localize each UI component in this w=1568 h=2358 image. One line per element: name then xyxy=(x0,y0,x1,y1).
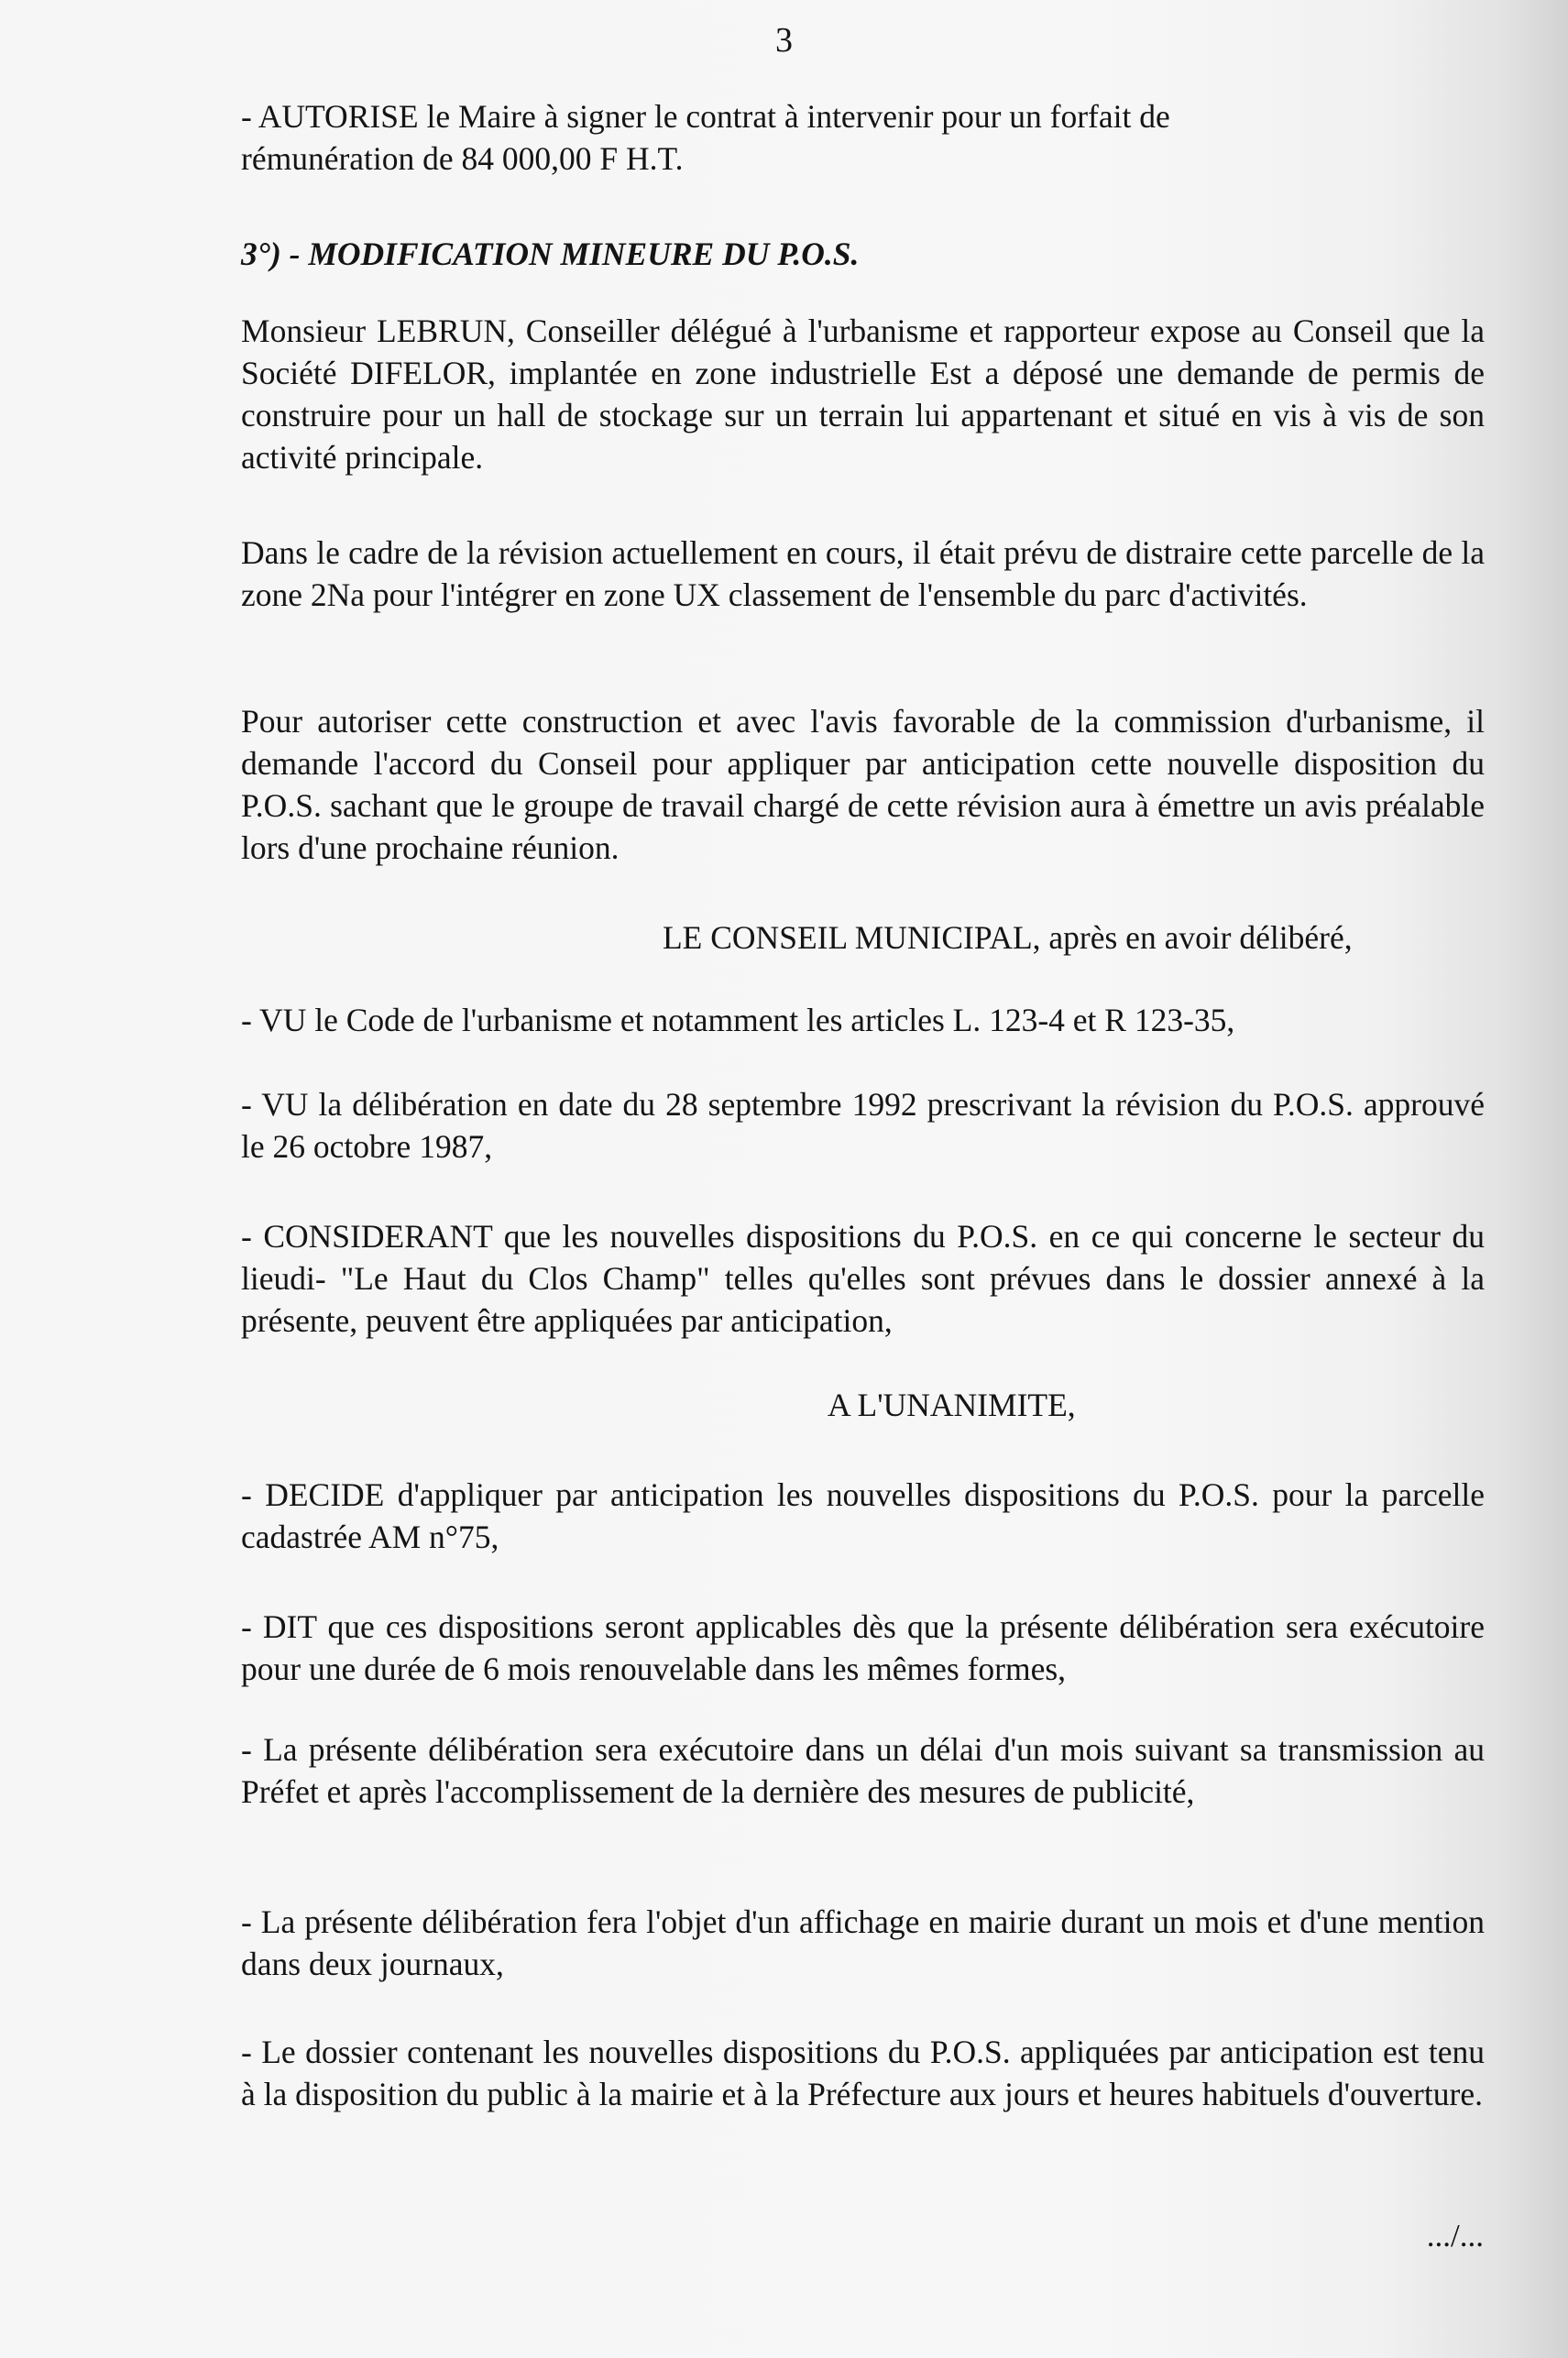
page-number: 3 xyxy=(775,21,793,60)
decision-text: - DECIDE d'appliquer par anticipation les nouvelles dispositions du P.O.S. pour la parcelle cadastrée AM n°75, xyxy=(241,1476,1485,1555)
paragraph-1 xyxy=(241,310,1485,478)
authorise-clause xyxy=(241,95,1295,180)
consideration-text: - VU le Code de l'urbanisme et notamment les articles L. 123-4 et R 123-35, xyxy=(241,1002,1235,1038)
decision-text: - La présente délibération fera l'objet d'un affichage en mairie durant un mois et d'une mention dans deux journaux, xyxy=(241,1903,1485,1982)
decision-3 xyxy=(241,1728,1485,1813)
section-heading: 3°) - MODIFICATION MINEURE DU P.O.S. xyxy=(241,236,860,272)
consideration-text: - CONSIDERANT que les nouvelles dispositions du P.O.S. en ce qui concerne le secteur du lieudi- "Le Haut du Clos Champ" telles qu'elles sont prévues dans le dossier annexé à la présente, peuvent être appliquées par anticipation, xyxy=(241,1218,1485,1339)
consideration-2 xyxy=(241,1083,1485,1168)
paragraph-2 xyxy=(241,532,1485,616)
decision-4 xyxy=(241,1901,1485,1985)
decision-text: - Le dossier contenant les nouvelles dispositions du P.O.S. appliquées par anticipation est tenu à la disposition du public à la mairie et à la Préfecture aux jours et heures habituels d'ouverture. xyxy=(241,2034,1485,2112)
decision-2 xyxy=(241,1606,1485,1690)
vote-result: A L'UNANIMITE, xyxy=(828,1387,1076,1423)
continuation-mark: .../... xyxy=(1426,2218,1484,2254)
decision-5 xyxy=(241,2031,1485,2115)
paragraph-text: Monsieur LEBRUN, Conseiller délégué à l'urbanisme et rapporteur expose au Conseil que la Société DIFELOR, implantée en zone industrielle Est a déposé une demande de permis de construire pour un hall de stockage sur un terrain lui appartenant et situé en vis à vis de son activité principale. xyxy=(241,313,1485,476)
paragraph-text: Pour autoriser cette construction et avec l'avis favorable de la commission d'urbanisme, il demande l'accord du Conseil pour appliquer par anticipation cette nouvelle disposition du P.O.S. sachant que le groupe de travail chargé de cette révision aura à émettre un avis préalable lors d'une prochaine réunion. xyxy=(241,703,1485,866)
decision-text: - DIT que ces dispositions seront applicables dès que la présente délibération sera exécutoire pour une durée de 6 mois renouvelable dans les mêmes formes, xyxy=(241,1608,1485,1687)
decision-1 xyxy=(241,1474,1485,1558)
paragraph-3 xyxy=(241,700,1485,869)
paragraph-text: Dans le cadre de la révision actuellement en cours, il était prévu de distraire cette parcelle de la zone 2Na pour l'intégrer en zone UX classement de l'ensemble du parc d'activités. xyxy=(241,534,1485,613)
council-deliberation-line: LE CONSEIL MUNICIPAL, après en avoir délibéré, xyxy=(663,919,1353,956)
consideration-text: - VU la délibération en date du 28 septembre 1992 prescrivant la révision du P.O.S. approuvé le 26 octobre 1987, xyxy=(241,1086,1485,1165)
consideration-1 xyxy=(241,999,1485,1041)
decision-text: - La présente délibération sera exécutoire dans un délai d'un mois suivant sa transmission au Préfet et après l'accomplissement de la dernière des mesures de publicité, xyxy=(241,1731,1485,1810)
authorise-text: - AUTORISE le Maire à signer le contrat à intervenir pour un forfait de rémunération de 84 000,00 F H.T. xyxy=(241,98,1170,177)
consideration-3 xyxy=(241,1215,1485,1342)
